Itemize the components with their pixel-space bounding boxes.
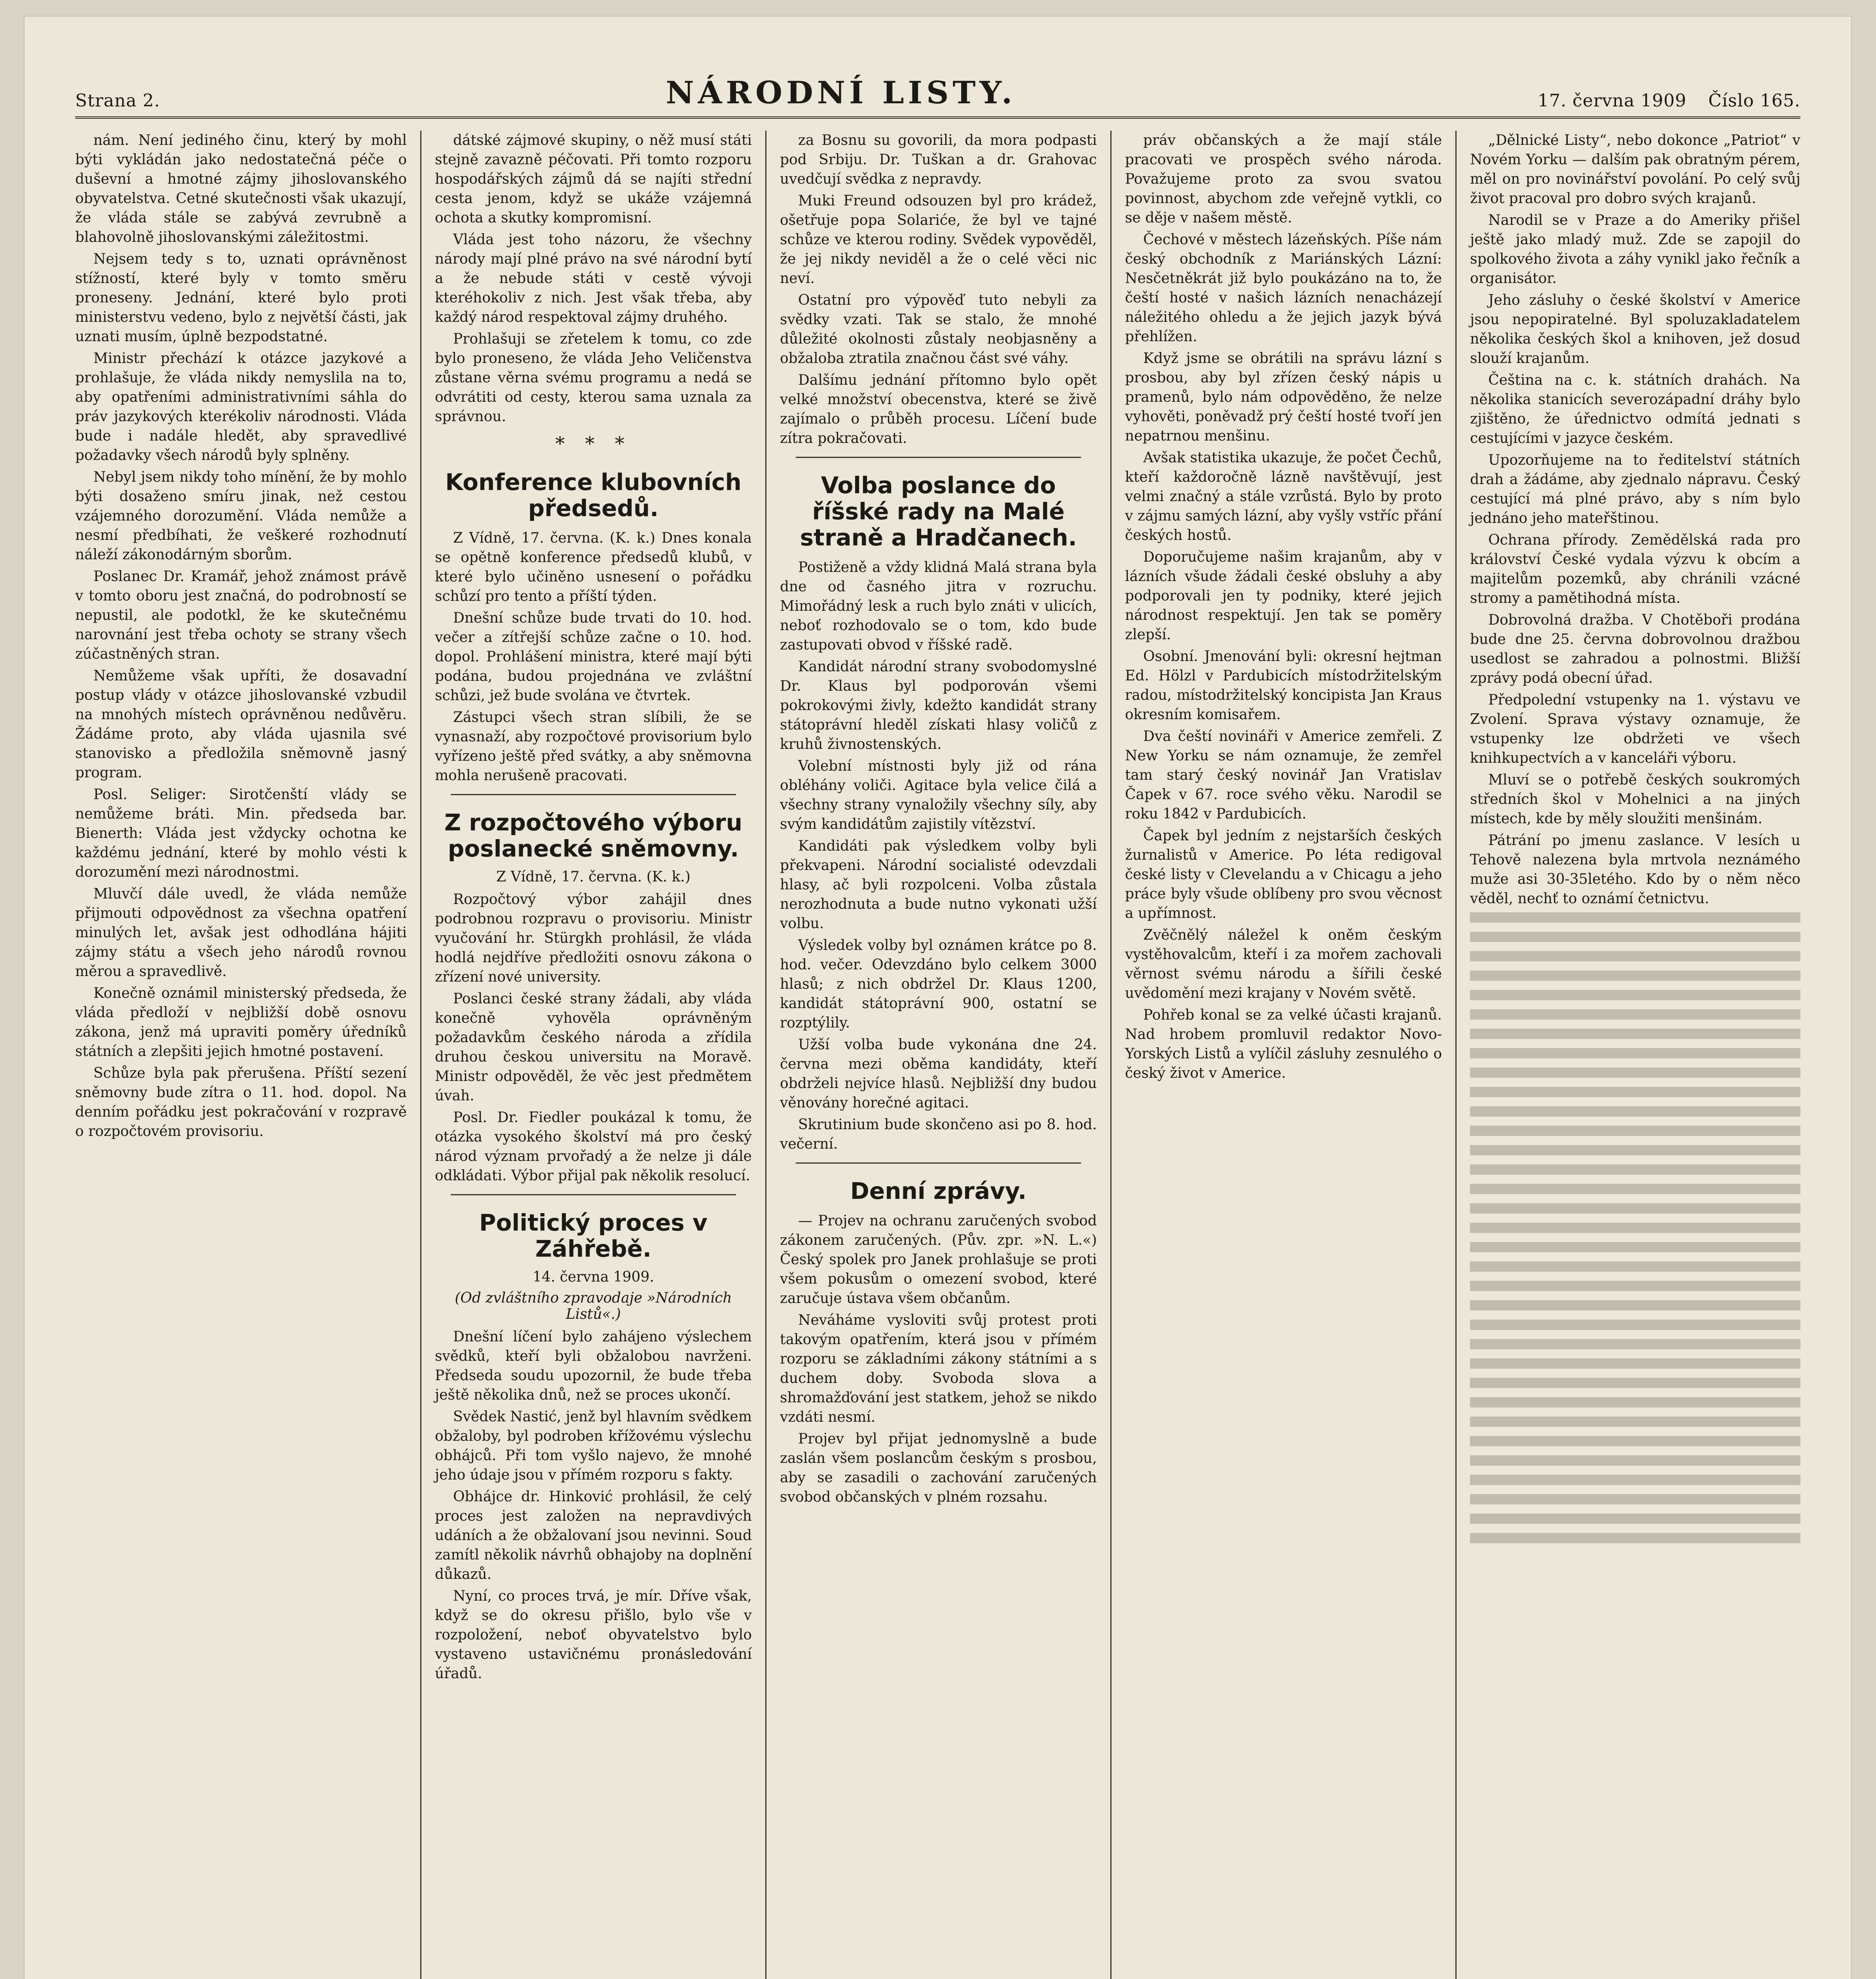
article-paragraph: Neváháme vysloviti svůj protest proti takovým opatřením, která jsou v přímém rozporu se základními zákony státními a s duchem doby. Svoboda slova a shromažďování jest statkem, jehož se nikdo vzdáti nesmí. — [780, 1312, 1097, 1425]
article-paragraph: Čeština na c. k. státních drahách. Na několika stanicích severozápadní dráhy bylo zjištěno, že úřednictvo odmítá jednati s cestujícími v jazyce českém. — [1470, 372, 1800, 446]
section-heading: Konference klubovních předsedů. — [445, 469, 742, 522]
article-paragraph: Nemůžeme však upříti, že dosavadní postup vlády v otázce jihoslovanské vzbudil na mnohých místech oprávněnou nedůvěru. Žádáme proto, aby vláda ujasnila své stanovisko a předložila sněmovně jasný program. — [75, 668, 407, 781]
article-paragraph: dátské zájmové skupiny, o něž musí státi stejně zavazně péčovati. Při tomto rozporu hospodářských zájmů dá se najíti střední cesta jenom, když se ukáže vzájemná ochota a skutky kompromisní. — [435, 132, 752, 226]
article-paragraph: Posl. Seliger: Sirotčenští vlády se nemůžeme bráti. Min. předseda bar. Bienerth: Vláda jest vždycky ochotna ke každému jednání, které by mohlo vésti k dorozumění mezi národnostmi. — [75, 786, 407, 880]
dateline: Z Vídně, 17. června. (K. k.) — [496, 869, 690, 885]
article-paragraph: Poslanec Dr. Kramář, jehož známost právě v tomto oboru jest značná, do podrobností se nepustil, ale podotkl, že ke skutečnému narovnání jest třeba ochoty se strany všech zúčastněných stran. — [75, 568, 407, 662]
asterism-divider: * * * — [555, 433, 632, 455]
column-5 — [1455, 131, 1800, 1979]
section-heading: Z rozpočtového výboru poslanecké sněmovny. — [444, 809, 743, 862]
section-divider — [451, 794, 736, 795]
article-paragraph: Pohřeb konal se za velké účasti krajanů. Nad hrobem promluvil redaktor Novo-Yorských Listů a vylíčil zásluhy zesnulého o český život v Americe. — [1125, 1007, 1442, 1081]
article-paragraph: Předpolední vstupenky na 1. výstavu ve Zvolení. Sprava výstavy oznamuje, že vstupenky lze obdržeti ve všech knihkupectvích a v kanceláři výboru. — [1470, 692, 1800, 766]
section-subtitle: (Od zvláštního zpravodaje »Národních Listů«.) — [455, 1290, 732, 1322]
article-paragraph: Mluvčí dále uvedl, že vláda nemůže přijmouti odpovědnost za všechna opatření minulých let, avšak jest odhodlána hájiti zájmy státu a všech jeho národů rovnou měrou a spravedlivě. — [75, 886, 407, 980]
section-heading: Volba poslance do říšské rady na Malé straně a Hradčanech. — [800, 472, 1077, 551]
section-heading: Politický proces v Záhřebě. — [479, 1209, 708, 1262]
newspaper-page — [24, 16, 1852, 1979]
section-divider — [796, 1162, 1081, 1164]
article-paragraph: Prohlašuji se zřetelem k tomu, co zde bylo proneseno, že vláda Jeho Veličenstva zůstane věrna svému programu a nedá se odvrátiti od cesty, kterou sama uznala za správnou. — [435, 331, 752, 425]
article-paragraph: práv občanských a že mají stále pracovati ve prospěch svého národa. Považujeme proto za svou svatou povinnost, abychom zde veřejně vytkli, co se děje v našem městě. — [1125, 132, 1442, 226]
article-paragraph: Osobní. Jmenování byli: okresní hejtman Ed. Hölzl v Pardubicích místodržitelským radou, místodržitelský koncipista Jan Kraus okresním komisařem. — [1125, 648, 1442, 723]
article-paragraph: Zvěčnělý náležel k oněm českým vystěhovalcům, kteří i za mořem zachovali věrnost svému národu a šířili české uvědomění mezi krajany v Novém světě. — [1125, 927, 1442, 1001]
illegible-text-block — [1470, 912, 1800, 1546]
article-paragraph: Svědek Nastić, jenž byl hlavním svědkem obžaloby, byl podroben křížovému výslechu obhájců. Při tom vyšlo najevo, že mnohé jeho údaje jsou v přímém rozporu s fakty. — [435, 1409, 752, 1483]
article-paragraph: Obhájce dr. Hinković prohlásil, že celý proces jest založen na nepravdivých udáních a že obžalovaní jsou nevinni. Soud zamítl několik návrhů obhajoby na doplnění důkazů. — [435, 1489, 752, 1582]
article-paragraph: Projev byl přijat jednomyslně a bude zaslán všem poslancům českým s prosbou, aby se zasadili o zachování zaručených svobod občanských v plném rozsahu. — [780, 1431, 1097, 1505]
text-columns — [75, 131, 1800, 1979]
article-paragraph: Jeho zásluhy o české školství v Americe jsou nepopiratelné. Byl spoluzakladatelem několika českých škol a knihoven, jež dosud slouží krajanům. — [1470, 292, 1800, 367]
article-paragraph: Mluví se o potřebě českých soukromých středních škol v Mohelnici a na jiných místech, kde by měly sloužiti menšinám. — [1470, 772, 1800, 827]
article-paragraph: Muki Freund odsouzen byl pro krádež, ošetřuje popa Solariće, že byl ve tajné schůze ve kterou rodiny. Svědek vypověděl, že jej nikdy neviděl a že o celé věci nic neví. — [780, 193, 1097, 287]
article-paragraph: Rozpočtový výbor zahájil dnes podrobnou rozpravu o provisoriu. Ministr vyučování hr. Stürgkh prohlásil, že vláda hodlá nejdříve předložiti osnovu zákona o zřízení nové university. — [435, 891, 752, 985]
page-number: Strana 2. — [75, 91, 160, 111]
article-paragraph: Konečně oznámil ministerský předseda, že vláda předloží v nejbližší době osnovu zákona, jenž má upraviti poměry úředníků státních a zlepšiti jejich hmotné postavení. — [75, 985, 407, 1060]
article-paragraph: Nebyl jsem nikdy toho mínění, že by mohlo býti dosaženo smíru jinak, než cestou vzájemného dorozumění. Vláda nemůže a nesmí předbíhati, že veškeré rozhodnutí náleží zákonodárným sborům. — [75, 469, 407, 563]
article-paragraph: Dobrovolná dražba. V Chotěboři prodána bude dne 25. června dobrovolnou dražbou usedlost se zahradou a polnostmi. Bližší zprávy podá obecní úřad. — [1470, 612, 1800, 686]
article-paragraph: Z Vídně, 17. června. (K. k.) Dnes konala se opětně konference předsedů klubů, v které bylo učiněno usnesení o pořádku schůzí pro tento a příští týden. — [435, 530, 752, 604]
article-paragraph: Avšak statistika ukazuje, že počet Čechů, kteří každoročně lázně navštěvují, jest velmi značný a stále vzrůstá. Bylo by proto v zájmu samých lázní, aby vyšly vstříc přání českých hostů. — [1125, 450, 1442, 543]
article-paragraph: Ministr přechází k otázce jazykové a prohlašuje, že vláda nikdy nemyslila na to, aby opatřeními administrativními sáhla do práv jazykových kterékoliv národnosti. Vláda bude i nadále hledět, aby spravedlivé požadavky všech národů byly splněny. — [75, 350, 407, 463]
article-paragraph: Dnešní líčení bylo zahájeno výslechem svědků, kteří byli obžalobou navrženi. Předseda soudu upozornil, že bude třeba ještě několika dnů, než se proces ukončí. — [435, 1329, 752, 1403]
article-paragraph: Pátrání po jmenu zaslance. V lesích u Tehově nalezena byla mrtvola neznámého muže asi 30-35letého. Kdo by o něm něco věděl, nechť to oznámí četnictvu. — [1470, 832, 1800, 907]
section-heading: Denní zprávy. — [850, 1178, 1027, 1204]
article-paragraph: Kandidát národní strany svobodomyslné Dr. Klaus byl podporován všemi pokrokovými živly, kdežto kandidát strany státoprávní hleděl získati hlasy voličů z kruhů živnostenských. — [780, 659, 1097, 752]
dateline: 14. června 1909. — [533, 1269, 654, 1285]
section-divider — [796, 457, 1081, 458]
article-paragraph: Nejsem tedy s to, uznati oprávněnost stížností, které byly v tomto směru proneseny. Jednání, které bylo proti ministerstvu vedeno, bylo z největší části, jak uznati musím, úplně bezpodstatné. — [75, 251, 407, 345]
article-paragraph: Kandidáti pak výsledkem volby byli překvapeni. Národní socialisté odevzdali hlasy, ač byli rozpolceni. Volba zůstala nerozhodnuta a bude nutno vykonati užší volbu. — [780, 838, 1097, 932]
article-paragraph: Nyní, co proces trvá, je mír. Dříve však, když se do okresu přišlo, bylo vše v rozpoložení, neboť obyvatelstvo bylo vystaveno ustavičnému pronásledování úřadů. — [435, 1588, 752, 1682]
article-paragraph: „Dělnické Listy“, nebo dokonce „Patriot“ v Novém Yorku — dalším pak obratným pérem, měl on pro novinářství povolání. Po celý svůj život pracoval pro dobro svých krajanů. — [1470, 132, 1800, 207]
column-3 — [765, 131, 1110, 1979]
section-divider — [451, 1194, 736, 1195]
issue-info — [1522, 91, 1800, 111]
article-paragraph: Ochrana přírody. Zemědělská rada pro království České vydala výzvu k obcím a majitelům pozemků, aby chránili vzácné stromy a pamětihodná místa. — [1470, 532, 1800, 606]
article-paragraph: Dnešní schůze bude trvati do 10. hod. večer a zítřejší schůze začne o 10. hod. dopol. Prohlášení ministra, které mají býti podána, budou projednána ve zvláštní schůzi, jež bude svolána ve čtvrtek. — [435, 610, 752, 704]
article-paragraph: Čapek byl jedním z nejstarších českých žurnalistů v Americe. Po léta redigoval české listy v Clevelandu a v Chicagu a jeho práce byly všude oblíbeny pro svou věcnost a upřímnost. — [1125, 828, 1442, 921]
article-paragraph: Dva čeští novináři v Americe zemřeli. Z New Yorku se nám oznamuje, že zemřel tam starý český novinář Jan Vratislav Čapek v 67. roce svého věku. Narodil se roku 1842 v Pardubicích. — [1125, 728, 1442, 822]
newspaper-title: NÁRODNÍ LISTY. — [666, 75, 1017, 111]
masthead — [75, 63, 1800, 119]
article-paragraph: Když jsme se obrátili na správu lázní s prosbou, aby byl zřízen český nápis u pramenů, bylo nám odpověděno, že nelze vyhověti, poněvadž prý čeští hosté tvoří jen nepatrnou menšinu. — [1125, 350, 1442, 444]
article-paragraph: — Projev na ochranu zaručených svobod zákonem zaručených. (Pův. zpr. »N. L.«) Český spolek pro Janek prohlašuje se proti všem pokusům o omezení svobod, které zaručuje ústava všem občanům. — [780, 1213, 1097, 1307]
column-1 — [75, 131, 420, 1979]
article-paragraph: Poslanci české strany žádali, aby vláda konečně vyhověla oprávněným požadavkům českého národa a zřídila druhou českou universitu na Moravě. Ministr odpověděl, že věc jest předmětem úvah. — [435, 991, 752, 1104]
article-paragraph: Užší volba bude vykonána dne 24. června mezi oběma kandidáty, kteří obdrželi nejvíce hlasů. Nejbližší dny budou věnovány horečné agitaci. — [780, 1037, 1097, 1111]
article-paragraph: Vláda jest toho názoru, že všechny národy mají plné právo na své národní bytí a že nebude státi v cestě vývoji kteréhokoliv z nich. Jest však třeba, aby každý národ respektoval zájmy druhého. — [435, 232, 752, 325]
article-paragraph: za Bosnu su govorili, da mora podpasti pod Srbiju. Dr. Tuškan a dr. Grahovac uvedčují svědka z nepravdy. — [780, 132, 1097, 187]
column-4 — [1110, 131, 1455, 1979]
article-paragraph: Výsledek volby byl oznámen krátce po 8. hod. večer. Odevzdáno bylo celkem 3000 hlasů; z nich obdržel Dr. Klaus 1200, kandidát státoprávní 900, ostatní se rozptýlily. — [780, 937, 1097, 1031]
article-paragraph: Dalšímu jednání přítomno bylo opět velké množství obecenstva, které se živě zajímalo o průběh procesu. Líčení bude zítra pokračovati. — [780, 372, 1097, 446]
article-paragraph: Ostatní pro výpověď tuto nebyli za svědky vzati. Tak se stalo, že mnohé důležité okolnosti zůstaly neobjasněny a obžaloba ztratila značnou část své váhy. — [780, 292, 1097, 367]
article-paragraph: nám. Není jediného činu, který by mohl býti vykládán jako nedostatečná péče o duševní a hmotné zájmy jihoslovanského obyvatelstva. Cetné skutečnosti však ukazují, že vláda stále se zabývá zevrubně a blahovolně jihoslovanskými záležitostmi. — [75, 132, 407, 245]
article-paragraph: Upozorňujeme na to ředitelství státních drah a žádáme, aby zjednalo nápravu. Český cestující má plné právo, aby s ním bylo jednáno jeho mateřštinou. — [1470, 452, 1800, 526]
article-paragraph: Doporučujeme našim krajanům, aby v lázních všude žádali české obsluhy a aby podporovali jen ty podniky, které jejich národnost respektují. Jen tak se poměry zlepší. — [1125, 549, 1442, 643]
article-paragraph: Narodil se v Praze a do Ameriky přišel ještě jako mladý muž. Zde se zapojil do spolkového života a záhy vynikl jako řečník a organisátor. — [1470, 212, 1800, 287]
article-paragraph: Skrutinium bude skončeno asi po 8. hod. večerní. — [780, 1117, 1097, 1152]
article-paragraph: Volební místnosti byly již od rána obléhány voliči. Agitace byla velice čilá a všechny strany vynaložily všechny síly, aby svým kandidátům zajistily vítězství. — [780, 758, 1097, 832]
issue-number: Číslo 165. — [1708, 91, 1800, 111]
column-2 — [420, 131, 765, 1979]
article-paragraph: Schůze byla pak přerušena. Příští sezení sněmovny bude zítra o 11. hod. dopol. Na denním pořádku jest pokračování v rozpravě o rozpočtovém provisoriu. — [75, 1065, 407, 1140]
article-paragraph: Zástupci všech stran slíbili, že se vynasnaží, aby rozpočtové provisorium bylo vyřízeno ještě před svátky, a aby sněmovna mohla nerušeně pracovati. — [435, 709, 752, 784]
issue-date: 17. června 1909 — [1538, 91, 1687, 111]
article-paragraph: Postiženě a vždy klidná Malá strana byla dne od časného jitra v rozruchu. Mimořádný lesk a ruch bylo znáti v ulicích, neboť rozhodovalo se o tom, kdo bude zastupovati obvod v říšské radě. — [780, 559, 1097, 653]
article-paragraph: Čechové v městech lázeňských. Píše nám český obchodník z Mariánských Lázní: Nesčetněkrát již bylo poukázáno na to, že čeští hosté v našich lázních nenacházejí náležitého ohledu a že jejich jazyk bývá přehlížen. — [1125, 232, 1442, 345]
article-paragraph: Posl. Dr. Fiedler poukázal k tomu, že otázka vysokého školství má pro český národ význam prvořadý a že nelze ji dále odkládati. Výbor přijal pak několik resolucí. — [435, 1109, 752, 1184]
